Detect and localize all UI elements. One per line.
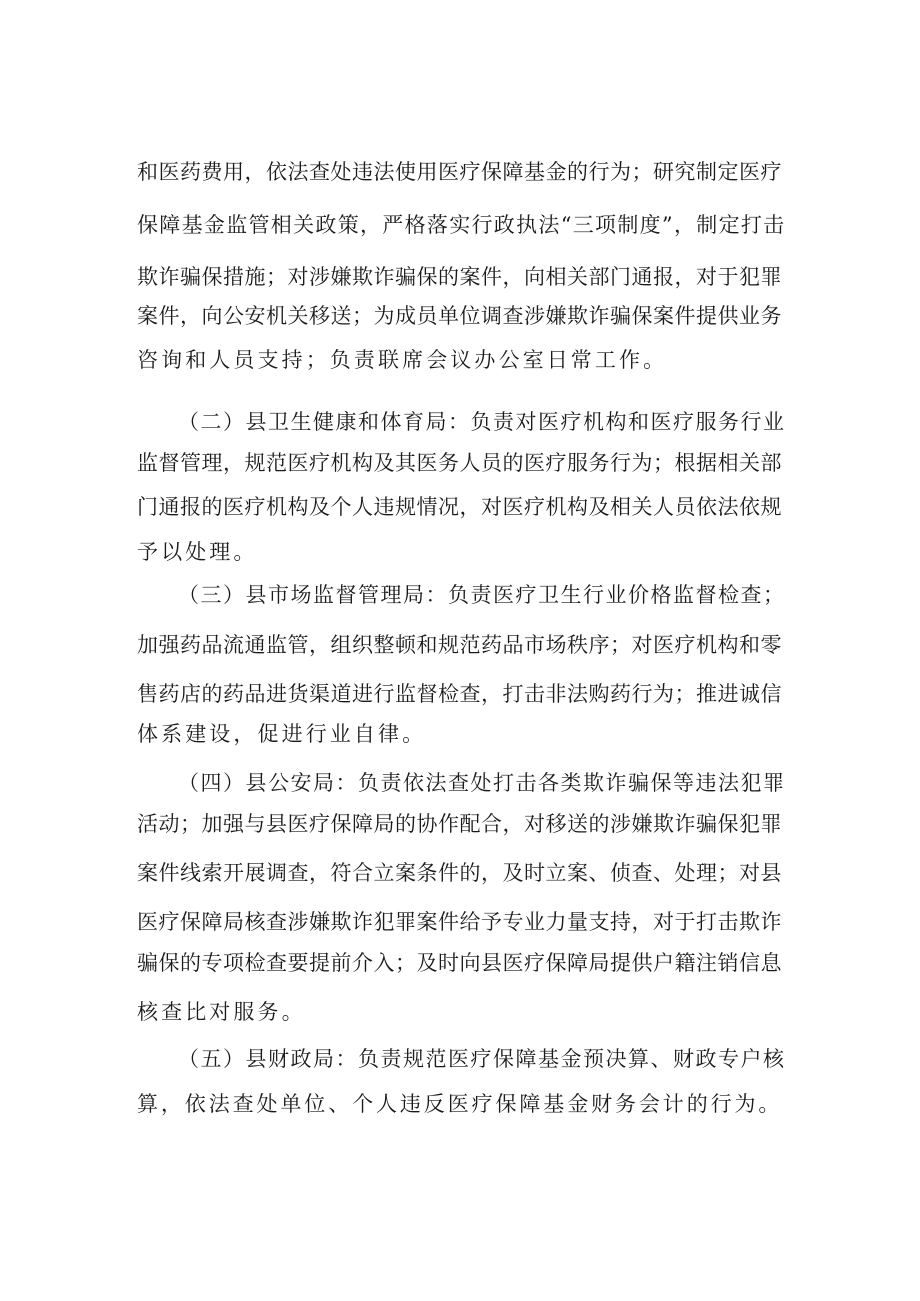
paragraph-line: 门通报的医疗机构及个人违规情况，对医疗机构及相关人员依法依规 — [137, 495, 782, 519]
paragraph-first-line: （四）县公安局：负责依法查处打击各类欺诈骗保等违法犯罪 — [178, 771, 786, 795]
paragraph-first-line: （五）县财政局：负责规范医疗保障基金预决算、财政专户核 — [178, 1047, 786, 1071]
paragraph-line: 体系建设，促进行业自律。 — [137, 722, 427, 746]
paragraph-line: 予以处理。 — [137, 540, 258, 564]
paragraph-line: 售药店的药品进货渠道进行监督检查，打击非法购药行为；推进诚信 — [137, 682, 782, 706]
paragraph-line: 案件，向公安机关移送；为成员单位调查涉嫌欺诈骗保案件提供业务 — [137, 304, 782, 328]
paragraph-line: 算，依法查处单位、个人违反医疗保障基金财务会计的行为。 — [137, 1092, 783, 1116]
paragraph-line: 医疗保障局核查涉嫌欺诈犯罪案件给予专业力量支持，对于打击欺诈 — [137, 910, 782, 934]
paragraph-line: 案件线索开展调查，符合立案条件的，及时立案、侦查、处理；对县 — [137, 861, 782, 885]
paragraph-line: 欺诈骗保措施；对涉嫌欺诈骗保的案件，向相关部门通报，对于犯罪 — [137, 265, 782, 289]
paragraph-line: 咨询和人员支持；负责联席会议办公室日常工作。 — [137, 348, 668, 372]
paragraph-first-line: （三）县市场监督管理局：负责医疗卫生行业价格监督检查； — [178, 583, 786, 607]
paragraph-line: 骗保的专项检查要提前介入；及时向县医疗保障局提供户籍注销信息 — [137, 951, 782, 975]
paragraph-line: 保障基金监管相关政策，严格落实行政执法“三项制度”，制定打击 — [137, 213, 786, 237]
paragraph-line: 和医药费用，依法查处违法使用医疗保障基金的行为；研究制定医疗 — [137, 160, 782, 184]
paragraph-line: 活动；加强与县医疗保障局的协作配合，对移送的涉嫌欺诈骗保犯罪 — [137, 812, 782, 836]
paragraph-line: 监督管理，规范医疗机构及其医务人员的医疗服务行为；根据相关部 — [137, 451, 782, 475]
paragraph-line: 核查比对服务。 — [137, 1000, 306, 1024]
paragraph-line: 加强药品流通监管，组织整顿和规范药品市场秩序；对医疗机构和零 — [137, 633, 782, 657]
paragraph-first-line: （二）县卫生健康和体育局：负责对医疗机构和医疗服务行业 — [178, 410, 786, 434]
